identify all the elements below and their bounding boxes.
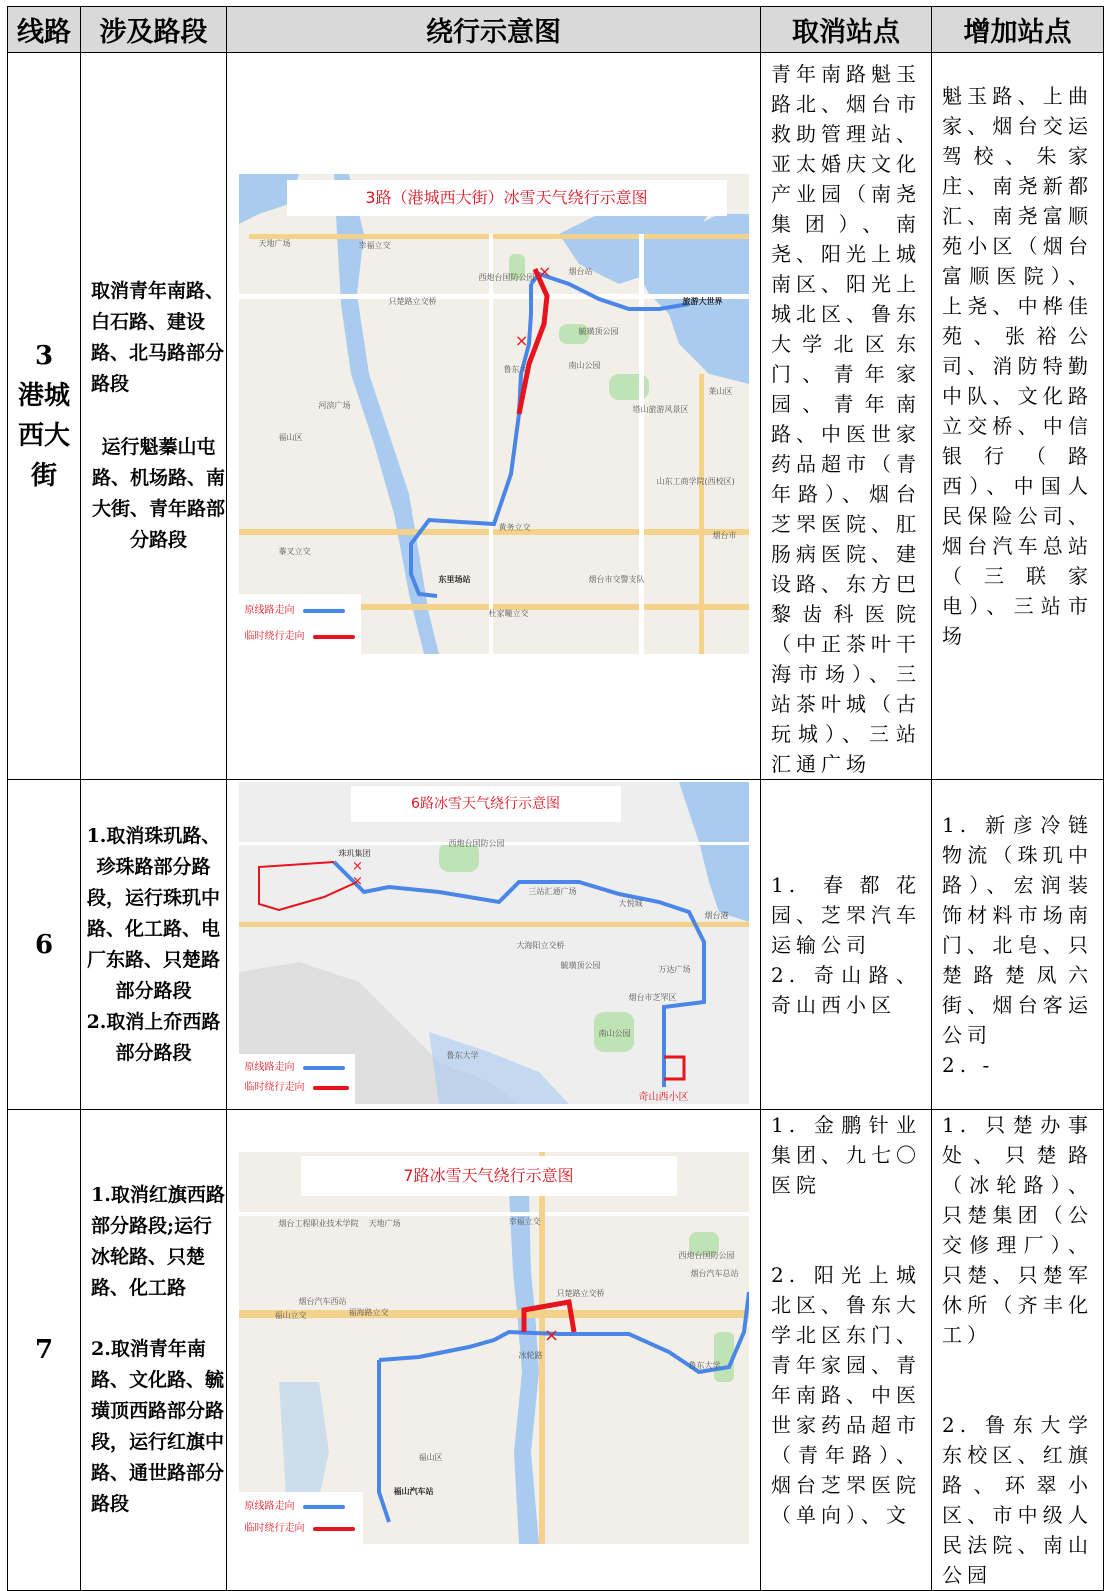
map-label: 烟台市 xyxy=(712,531,737,540)
map-label: 福山汽车站 xyxy=(393,1487,434,1496)
row-line-3 xyxy=(8,53,1104,780)
map-label: 三站汇通广场 xyxy=(528,886,577,896)
roads-text-1: 1.取消红旗西路部分路段;运行冰轮路、只楚路、化工路 xyxy=(91,1184,225,1299)
map-label: 福山区 xyxy=(278,433,303,442)
line-number xyxy=(8,1110,81,1591)
map-label: 只楚路立交桥 xyxy=(388,297,437,306)
map-legend xyxy=(239,1054,355,1104)
map-label: 塔山旅游风景区 xyxy=(632,405,689,414)
legend-original-swatch xyxy=(303,1505,345,1509)
cancel-stops-text-2: 2. 奇山路、奇山西小区 xyxy=(771,962,921,1017)
header-row xyxy=(8,7,1104,53)
roads-cell xyxy=(81,53,227,780)
add-stops xyxy=(932,1110,1104,1591)
line-number-part: 西大 xyxy=(17,421,70,451)
map-label: 奇山西小区 xyxy=(638,1091,689,1103)
map-label: 西炮台国防公园 xyxy=(478,273,535,282)
map-label: 珠玑集团 xyxy=(338,848,371,858)
add-stops xyxy=(932,780,1104,1110)
map-label: 天地广场 xyxy=(368,1219,401,1228)
legend-original xyxy=(245,1496,357,1518)
map-label: 鲁东大学 xyxy=(446,1050,479,1060)
roads-cancel-text: 取消青年南路、白石路、建设路、北马路部分路段 xyxy=(91,280,225,395)
map-label: 毓璜顶公园 xyxy=(560,960,601,970)
cancel-stops xyxy=(761,780,932,1110)
map-title: 3路（港城西大街）冰雪天气绕行示意图 xyxy=(287,180,727,216)
map-title: 7路冰雪天气绕行示意图 xyxy=(301,1156,677,1196)
line-number-part: 港城 xyxy=(17,381,70,411)
map-label: 南山公园 xyxy=(598,1028,631,1038)
header-line: 线路 xyxy=(8,7,81,53)
line-number xyxy=(8,53,81,780)
roads-text: 1.取消珠玑路、珍珠路部分路段，运行珠玑中路、化工路、电厂东路、只楚路部分路段 2.取消上夼西路部分路段 xyxy=(86,824,221,1064)
svg-text:×: × xyxy=(351,873,363,889)
legend-detour-label: 临时绕行走向 xyxy=(244,631,305,642)
header-roads: 涉及路段 xyxy=(81,7,227,53)
map-svg xyxy=(239,1152,749,1544)
legend-detour-swatch xyxy=(313,1527,355,1531)
map-label: 烟台工程职业技术学院 xyxy=(278,1219,359,1228)
legend-detour xyxy=(245,1078,349,1098)
map-label: 万达广场 xyxy=(658,964,691,974)
map-label: 旅游大世界 xyxy=(682,297,723,306)
map-label: 幸福立交 xyxy=(358,241,391,250)
legend-detour-swatch xyxy=(313,1086,349,1090)
svg-text:×: × xyxy=(351,858,363,874)
map-label: 大海阳立交桥 xyxy=(516,940,565,950)
legend-original-label: 原线路走向 xyxy=(244,1061,295,1073)
legend-original-label: 原线路走向 xyxy=(244,1501,295,1512)
line-number-part: 7 xyxy=(34,1335,54,1365)
map-label: 西炮台国防公园 xyxy=(678,1251,735,1260)
legend-detour-label: 临时绕行走向 xyxy=(244,1081,305,1093)
map-label: 烟台市交警支队 xyxy=(588,575,645,584)
map-cell xyxy=(227,1110,761,1591)
map-legend xyxy=(239,1492,363,1544)
map-cell xyxy=(227,53,761,780)
map-label: 烟台市芝罘区 xyxy=(628,992,677,1002)
map-label: 幸福立交 xyxy=(508,1217,541,1226)
map-label: 鲁东大 xyxy=(503,365,528,374)
roads-run-text: 运行魁蓁山屯路、机场路、南大街、青年路部分路段 xyxy=(91,436,225,551)
svg-text:×: × xyxy=(514,331,528,350)
roads-cell xyxy=(81,780,227,1110)
detour-table xyxy=(7,6,1104,1591)
cancel-stops-text-1: 1. 春都花园、芝罘汽车运输公司 xyxy=(771,872,921,957)
legend-detour xyxy=(245,624,355,650)
add-stops-text-2: 2. 鲁东大学东校区、红旗路、环翠小区、市中级人民法院、南山公园 xyxy=(942,1413,1093,1587)
svg-text:×: × xyxy=(537,262,551,281)
legend-detour-swatch xyxy=(313,635,355,639)
detour-map xyxy=(239,782,749,1104)
cancel-stops xyxy=(761,1110,932,1591)
roads-cell xyxy=(81,1110,227,1591)
add-stops xyxy=(932,53,1104,780)
map-label: 黄务立交 xyxy=(498,523,531,532)
map-label: 莱山区 xyxy=(708,387,733,396)
map-label: 福海路立交 xyxy=(348,1308,389,1317)
map-label: 西炮台国防公园 xyxy=(448,838,505,848)
map-label: 东里场站 xyxy=(438,575,471,584)
map-label: 冰轮路 xyxy=(518,1351,543,1360)
cancel-stops xyxy=(761,53,932,780)
map-cell xyxy=(227,780,761,1110)
detour-map xyxy=(239,1152,749,1544)
map-label: 福山立交 xyxy=(274,1311,307,1320)
line-number-part: 6 xyxy=(34,929,54,960)
legend-detour xyxy=(245,1518,357,1540)
map-label: 烟台汽车总站 xyxy=(690,1269,739,1278)
legend-detour-label: 临时绕行走向 xyxy=(244,1523,305,1534)
legend-original-swatch xyxy=(303,609,345,613)
cancel-stops-text: 青年南路魁玉路北、烟台市救助管理站、亚太婚庆文化产业园（南尧集团）、南尧、阳光上城南区、阳光上城北区、鲁东大学北区东门、青年家园、青年南路、中医世家药品超市（青年路）、烟台芝罘医院、肛肠病医院、建设路、东方巴黎齿科医院（中正茶叶干海市场）、三站茶叶城（古玩城）、三站汇通广场 xyxy=(771,62,921,776)
row-line-7 xyxy=(8,1110,1104,1591)
map-label: 大悦城 xyxy=(618,898,643,908)
map-label: 杜家疃立交 xyxy=(488,609,529,618)
add-stops-text: 魁玉路、上曲家、烟台交运驾校、朱家庄、南尧新都汇、南尧富顺苑小区（烟台富顺医院）、上尧、中桦佳苑、张裕公司、消防特勤中队、文化路立交桥、中信银行（路西）、中国人民保险公司、烟台汽车总站（三联家电）、三站市场 xyxy=(942,84,1093,648)
add-stops-text-1: 1. 只楚办事处、只楚路（冰轮路）、只楚集团（公交修理厂）、只楚、只楚军休所（齐丰化工） xyxy=(942,1113,1093,1347)
legend-original-swatch xyxy=(303,1066,345,1070)
map-label: 只楚路立交桥 xyxy=(556,1289,605,1298)
cancel-stops-text-2: 2. 阳光上城北区、鲁东大学北区东门、青年家园、青年南路、中医世家药品超市（青年路）、烟台芝罘医院（单向）、文 xyxy=(771,1263,921,1527)
line-number-part: 3 xyxy=(34,341,54,371)
roads-text-2: 2.取消青年南路、文化路、毓璜顶西路部分路段，运行红旗中路、通世路部分路段 xyxy=(91,1338,225,1515)
map-label: 烟台港 xyxy=(704,910,729,920)
line-number xyxy=(8,780,81,1110)
header-add: 增加站点 xyxy=(932,7,1104,53)
cancel-stops-text-1: 1. 金鹏针业集团、九七〇医院 xyxy=(771,1113,921,1197)
map-label: 河滨广场 xyxy=(318,401,351,410)
header-map: 绕行示意图 xyxy=(227,7,761,53)
map-label: 山东工商学院(西校区) xyxy=(656,477,735,486)
map-title: 6路冰雪天气绕行示意图 xyxy=(351,786,621,822)
legend-original xyxy=(245,598,355,624)
map-label: 蓁叉立交 xyxy=(278,547,311,556)
line-number-part: 街 xyxy=(30,461,57,491)
detour-map xyxy=(239,174,749,654)
map-label: 毓璜顶公园 xyxy=(578,327,619,336)
map-legend xyxy=(239,594,361,654)
legend-original-label: 原线路走向 xyxy=(244,605,295,616)
add-stops-text-2: 2. - xyxy=(942,1052,995,1077)
legend-original xyxy=(245,1058,349,1078)
svg-text:×: × xyxy=(543,1325,559,1346)
map-label: 烟台站 xyxy=(568,267,593,276)
map-label: 南山公园 xyxy=(568,361,601,370)
map-label: 福山区 xyxy=(418,1453,443,1462)
map-label: 烟台汽车西站 xyxy=(298,1297,347,1306)
map-label: 鲁东大学 xyxy=(688,1361,721,1370)
add-stops-text-1: 1. 新彦冷链物流（珠玑中路）、宏润装饰材料市场南门、北皂、只楚路楚凤六街、烟台客运公司 xyxy=(942,812,1093,1047)
map-label: 天地广场 xyxy=(258,239,291,248)
row-line-6 xyxy=(8,780,1104,1110)
header-cancel: 取消站点 xyxy=(761,7,932,53)
